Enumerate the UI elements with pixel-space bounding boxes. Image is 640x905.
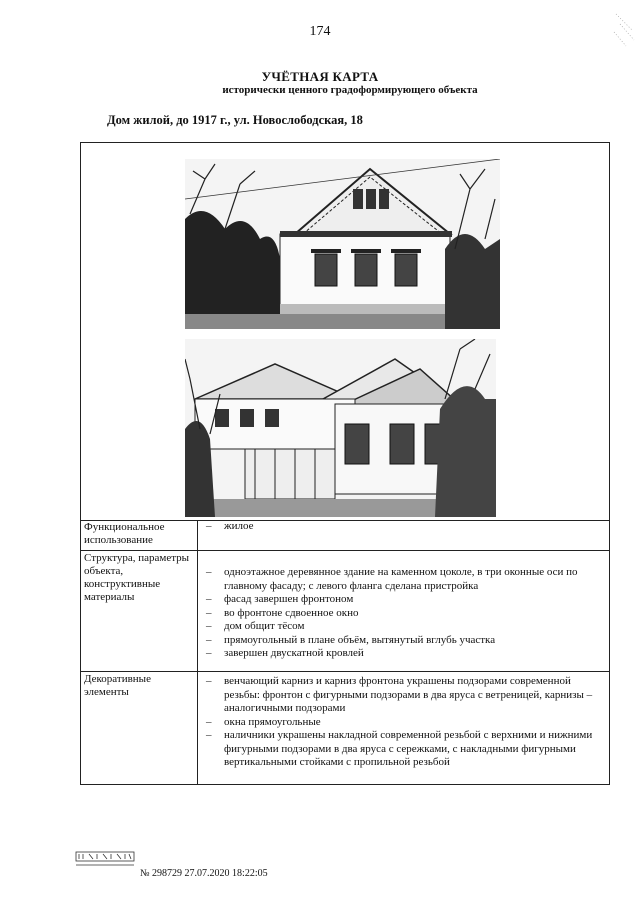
row-items <box>203 675 603 770</box>
list-item: – жилое <box>206 520 254 532</box>
house-photo-side <box>185 339 496 517</box>
record-card <box>80 142 610 785</box>
list-item: – фасад завершен фронтоном <box>206 593 354 605</box>
list-item: – окна прямоугольные <box>206 715 321 728</box>
row-items <box>203 566 603 661</box>
page-number: 174 <box>309 24 331 39</box>
list-item: – во фронтоне сдвоенное окно <box>206 606 359 619</box>
stamp-logo <box>75 850 135 870</box>
house-photo-front <box>185 159 500 329</box>
list-item: – завершен двускатной кровлей <box>206 647 364 659</box>
row-structure <box>81 551 609 672</box>
list-item: – наличники украшены накладной современной резьбой с верхними и нижними фигурными подзорами в два яруса с сережками, с накладными фигурными вертикальными стойками с пропильной резьбой <box>206 729 593 768</box>
row-decorative <box>81 672 609 784</box>
corner-mark <box>612 10 638 50</box>
page-title: УЧЁТНАЯ КАРТА <box>261 69 379 84</box>
object-name: Дом жилой, до 1917 г., ул. Новослободская, 18 <box>107 113 363 127</box>
row-label: Декоративные элементы <box>84 673 151 698</box>
list-item: – венчающий карниз и карниз фронтона украшены подзорами современной резьбы: фронтон с фигурными подзорами в два яруса с ветреницей, карнизы – аналогичными подзорами <box>206 675 593 714</box>
page-subtitle: исторически ценного градоформирующего объекта <box>222 84 478 96</box>
row-functional-use <box>81 520 609 551</box>
row-items <box>203 520 603 534</box>
list-item: – дом общит тёсом <box>206 620 305 632</box>
document-id: № 298729 27.07.2020 18:22:05 <box>140 868 268 879</box>
list-item: – одноэтажное деревянное здание на каменном цоколе, в три оконные оси по главному фасаду; с левого фланга сделана пристройка <box>206 566 578 592</box>
photos-area <box>81 143 609 521</box>
row-label: Структура, параметры объекта, конструктивные материалы <box>84 552 190 603</box>
row-label: Функциональное использование <box>84 521 165 546</box>
list-item: – прямоугольный в плане объём, вытянутый вглубь участка <box>206 633 496 646</box>
